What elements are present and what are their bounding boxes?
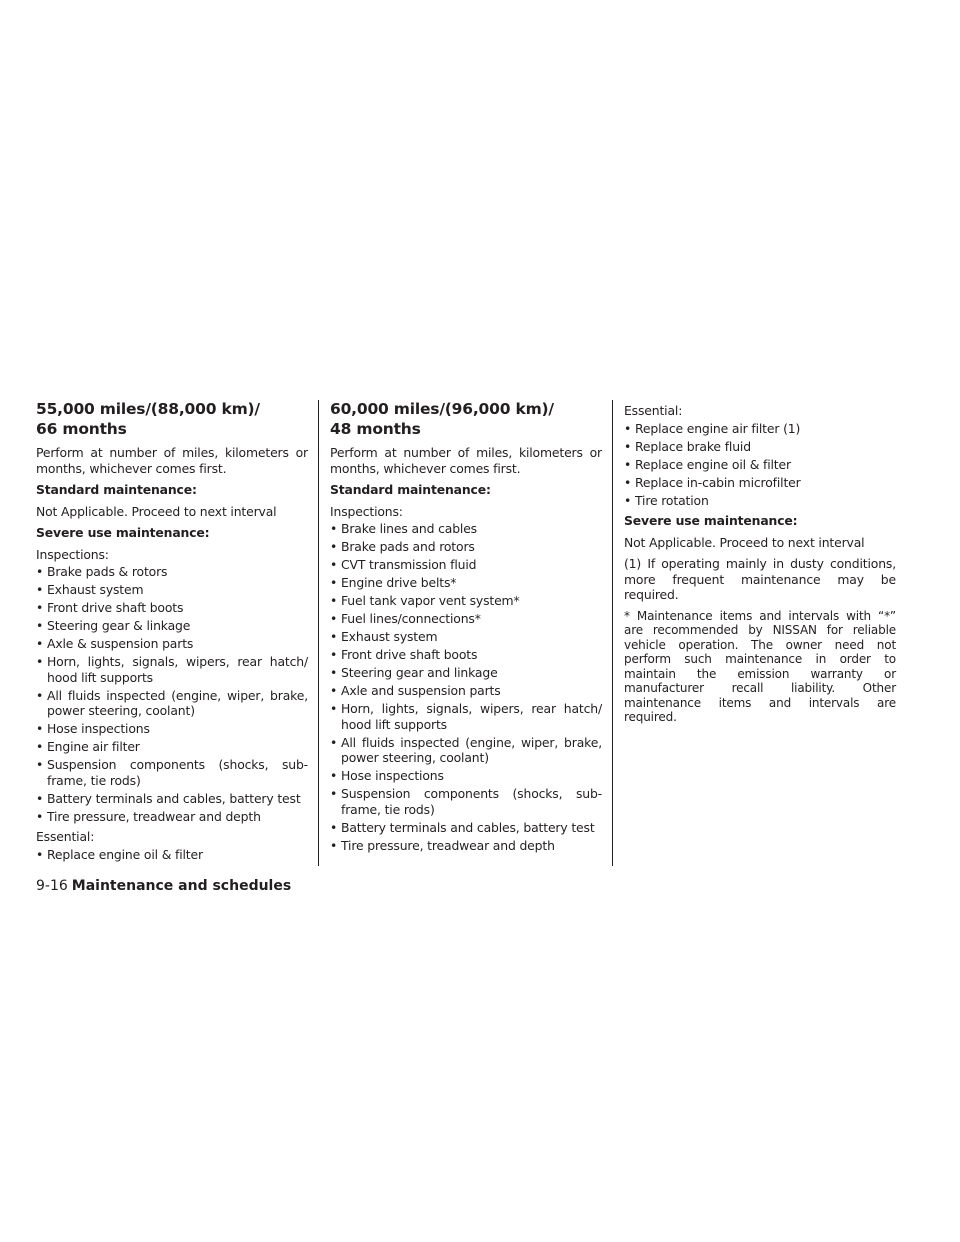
list-item: • Hose inspections [36, 721, 308, 737]
column-continued [624, 403, 896, 731]
list-item: • Exhaust system [36, 582, 308, 598]
list-item: • All fluids inspected (engine, wiper, brake, power steering, coolant) [36, 688, 308, 719]
list-item: • Suspension components (shocks, sub-frame, tie rods) [330, 786, 602, 817]
standard-label: Standard maintenance: [36, 482, 197, 497]
list-item: • Battery terminals and cables, battery test [36, 791, 308, 807]
essential-list [36, 847, 308, 863]
list-item: • Horn, lights, signals, wipers, rear hatch/ hood lift supports [330, 701, 602, 732]
list-item: • Axle and suspension parts [330, 683, 602, 699]
list-item: • Front drive shaft boots [330, 647, 602, 663]
list-item: • Engine drive belts* [330, 575, 602, 591]
list-item: • Tire pressure, treadwear and depth [36, 809, 308, 825]
list-item: • Suspension components (shocks, sub-frame, tie rods) [36, 757, 308, 788]
list-item: • CVT transmission fluid [330, 557, 602, 573]
list-item: • Brake pads and rotors [330, 539, 602, 555]
essential-label: Essential: [624, 403, 683, 418]
heading-line-2: 48 months [330, 420, 421, 438]
list-item: • Brake pads & rotors [36, 564, 308, 580]
dusty-conditions-note: (1) If operating mainly in dusty conditions, more frequent maintenance may be required. [624, 556, 896, 602]
list-item: • Steering gear and linkage [330, 665, 602, 681]
list-item: • Tire rotation [624, 493, 896, 509]
page-number: 9-16 [36, 878, 68, 894]
list-item: • Engine air filter [36, 739, 308, 755]
list-item: • Exhaust system [330, 629, 602, 645]
list-item: • Replace brake fluid [624, 439, 896, 455]
list-item: • Replace engine air filter (1) [624, 421, 896, 437]
asterisk-note: * Maintenance items and intervals with “*” are recommended by NISSAN for reliable vehicle operation. The owner need not perform such maintenance in order to maintain the emission warranty or manufacturer recall liability. Other maintenance items and intervals are required. [624, 608, 896, 724]
list-item: • Replace in-cabin microfilter [624, 475, 896, 491]
heading-55000 [36, 399, 308, 439]
column-divider [612, 400, 613, 866]
list-item: • Horn, lights, signals, wipers, rear hatch/ hood lift supports [36, 654, 308, 685]
list-item: • Battery terminals and cables, battery test [330, 820, 602, 836]
heading-60000 [330, 399, 602, 439]
list-item: • Fuel tank vapor vent system* [330, 593, 602, 609]
list-item: • Hose inspections [330, 768, 602, 784]
inspections-label: Inspections: [36, 546, 109, 562]
list-item: • Replace engine oil & filter [624, 457, 896, 473]
list-item: • Front drive shaft boots [36, 600, 308, 616]
heading-line-1: 55,000 miles/(88,000 km)/ [36, 400, 260, 418]
severe-label: Severe use maintenance: [624, 513, 798, 528]
list-item: • Steering gear & linkage [36, 618, 308, 634]
heading-line-2: 66 months [36, 420, 127, 438]
standard-text: Not Applicable. Proceed to next interval [36, 503, 277, 519]
severe-label: Severe use maintenance: [36, 525, 210, 540]
essential-list [624, 421, 896, 509]
column-divider [318, 400, 319, 866]
inspections-label: Inspections: [330, 503, 403, 519]
list-item: • Axle & suspension parts [36, 636, 308, 652]
list-item: • Tire pressure, treadwear and depth [330, 838, 602, 854]
column-55000-miles [36, 399, 308, 865]
list-item: • Brake lines and cables [330, 521, 602, 537]
page-footer [36, 877, 291, 895]
severe-text: Not Applicable. Proceed to next interval [624, 534, 865, 550]
standard-label: Standard maintenance: [330, 482, 491, 497]
intro-text: Perform at number of miles, kilometers or months, whichever comes first. [330, 445, 602, 476]
column-60000-miles [330, 399, 602, 856]
essential-label: Essential: [36, 829, 95, 844]
inspections-list [330, 521, 602, 853]
inspections-list [36, 564, 308, 824]
intro-text: Perform at number of miles, kilometers or months, whichever comes first. [36, 445, 308, 476]
section-title: Maintenance and schedules [71, 878, 292, 894]
list-item: • All fluids inspected (engine, wiper, brake, power steering, coolant) [330, 735, 602, 766]
list-item: • Fuel lines/connections* [330, 611, 602, 627]
list-item: • Replace engine oil & filter [36, 847, 308, 863]
heading-line-1: 60,000 miles/(96,000 km)/ [330, 400, 554, 418]
